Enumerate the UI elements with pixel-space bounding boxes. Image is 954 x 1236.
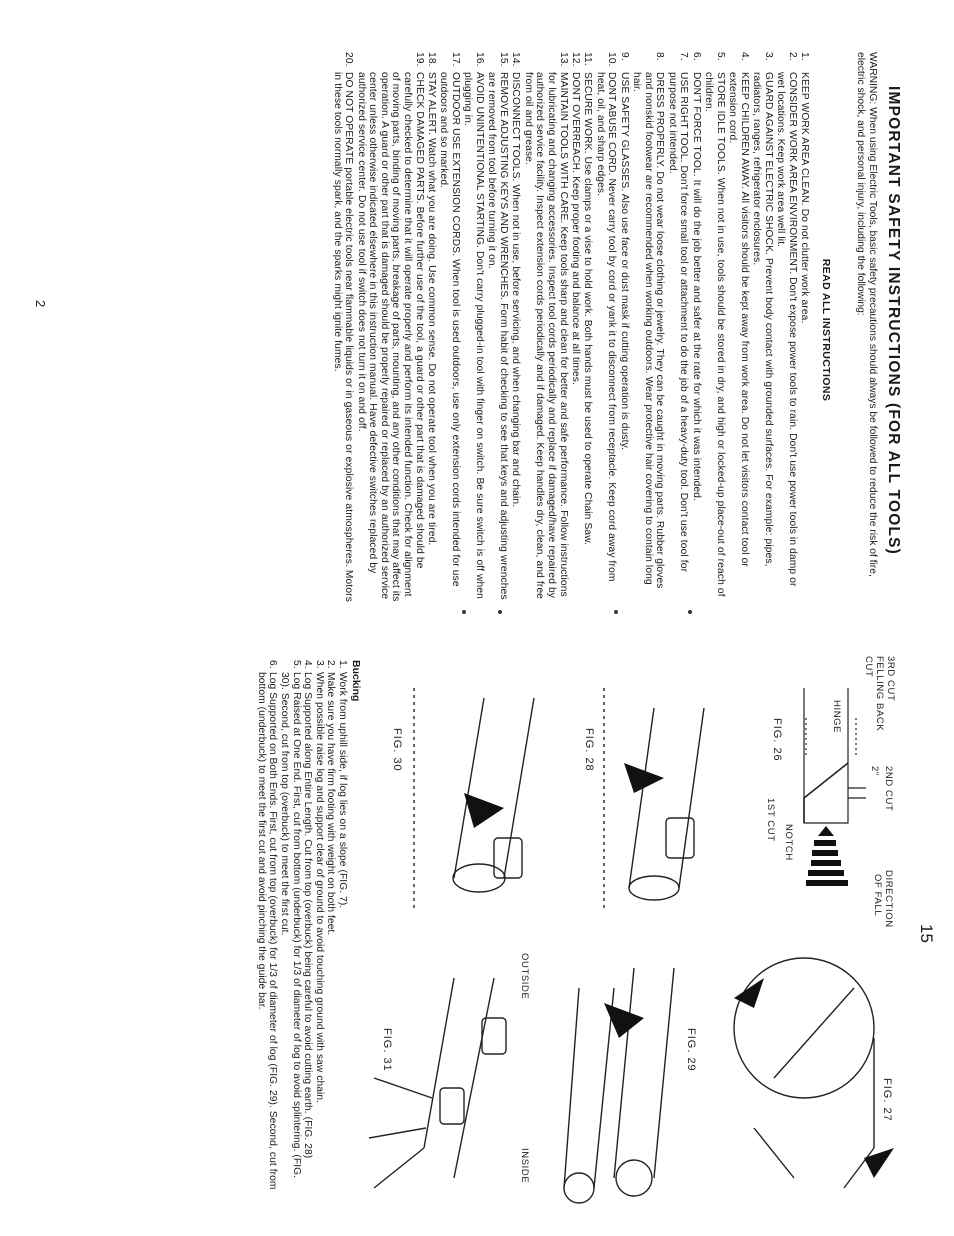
safety-rule-list (330, 52, 810, 602)
fig-29-illustration (554, 948, 704, 1208)
warning-text: When using Electric Tools, basic safety precautions should always be followed to reduce the risk of fire, electric shock, and personal injury, including the following: (855, 52, 878, 577)
rule-number: 12. (569, 52, 581, 67)
safety-rule (750, 52, 773, 602)
rule-text: DISCONNECT TOOLS. When not in use, before servicing, and when changing bar and chain. (510, 72, 522, 508)
rule-text: KEEP CHILDREN AWAY. All visitors should be kept away from work area. Do not let visitors contact tool or extension cord. (727, 72, 750, 567)
page-number: 2 (33, 300, 48, 308)
fig-29-log-drawing (564, 968, 674, 1203)
rule-number: 15. (498, 52, 509, 67)
warning-paragraph (854, 52, 878, 597)
rule-number: 1. (799, 52, 810, 61)
safety-rule (582, 52, 594, 602)
fig-29-caption: FIG. 29 (685, 1028, 697, 1072)
page-title: IMPORTANT SAFETY INSTRUCTIONS (FOR ALL TOOLS) (885, 86, 902, 556)
label-1st-cut: 1ST CUT (765, 798, 776, 842)
rule-number: 14. (510, 52, 522, 67)
fig-27-illustration (714, 948, 914, 1208)
rule-number: 11. (582, 52, 594, 66)
safety-rule (631, 52, 666, 602)
bucking-step-list (255, 660, 348, 1198)
label-outside: OUTSIDE (519, 953, 530, 1000)
label-hinge: HINGE (831, 700, 842, 734)
fig-31-illustration (364, 948, 534, 1208)
warning-label: WARNING: (867, 52, 878, 105)
margin-dot (688, 610, 692, 614)
rule-text: STORE IDLE TOOLS. When not in use, tools should be stored in dry, and high or locked-up place-out of reach of children. (703, 72, 726, 597)
rule-number: 7. (678, 52, 690, 61)
fig-28-log-drawing (604, 688, 704, 908)
bucking-step (255, 660, 278, 1198)
safety-rule (510, 52, 522, 602)
rule-text: DONT ABUSE CORD. Never carry tool by cord or yank it to disconnect from receptacle. Keep cord away from heat, oil, and sharp edges. (594, 72, 618, 582)
safety-rule (690, 52, 702, 602)
step-text: Make sure you have firm footing with weight on both feet. (325, 672, 337, 936)
safety-rule (462, 52, 485, 602)
margin-dot (614, 610, 618, 614)
label-inside: INSIDE (519, 1148, 530, 1184)
rule-number: 3. (762, 52, 774, 61)
step-number: 4. (302, 660, 314, 669)
step-number: 3. (313, 660, 325, 669)
label-2nd-cut: 2ND CUT (883, 766, 894, 812)
step-text: Log Supported along Entire Length. Cut from top (overbuck) being careful to avoid cutting earth. (FIG. 28) (302, 672, 314, 1159)
label-3rd-cut-1: 3RD CUT (885, 656, 896, 702)
page-number: 15 (917, 924, 936, 943)
safety-rule (774, 52, 797, 602)
rule-text: CHECK DAMAGED PARTS. Before further use of the tool, a guard or other part that is damaged should be carefully checked to determine that it will operate properly and perform its intended function. Check for alignment of moving parts, binding of moving parts, breakage of parts, mounting, and any other conditions that may affect its operation. A guard or other part that is damaged should be properly repaired or replaced by an authorized service center unless otherwise indicated elsewhere in this instruction manual. Have defective switches replaced by authorized service center. Do not use tool if switch does not turn it on and off. (355, 72, 425, 602)
rule-number: 2. (786, 52, 798, 61)
rule-number: 10. (606, 52, 618, 67)
rule-number: 18. (426, 52, 438, 67)
rule-number: 16. (474, 52, 486, 67)
rule-text: STAY ALERT. Watch what you are doing. Use common sense. Do not operate tool when you are tired. (426, 72, 438, 546)
label-2-inch: 2" (869, 766, 880, 776)
safety-rule (331, 52, 354, 602)
rule-number: 19. (413, 52, 425, 67)
fig-31-caption: FIG. 31 (381, 1028, 393, 1072)
safety-rule (702, 52, 725, 602)
rule-text: DO NOT OPERATE portable electric tools near flammable liquids or in gaseous or explosive atmospheres. Motors in these tools normally spark, and the sparks might ignite fumes. (331, 72, 355, 602)
bucking-step (278, 660, 301, 1198)
rule-number: 4. (738, 52, 750, 61)
rule-text: MAINTAIN TOOLS WITH CARE. Keep tools sharp and clean for better and safe performance. Follow instructions for lubricating and changing accessories. Inspect tool cords periodically and replace if damaged/have repaired by authorized service facility. Inspect extension cords periodically and if damaged. Keep handles dry, clean, and free from oil and grease. (522, 72, 569, 600)
safety-rule (425, 52, 437, 602)
label-direction-of-fall-2: OF FALL (872, 874, 883, 917)
rule-text: CONSIDER WORK AREA ENVIRONMENT. Don't expose power tools to rain. Don't use power tools in damp or wet locations. Keep work area well lit. (775, 72, 798, 587)
step-number: 1. (337, 660, 348, 669)
rotation-arrows (734, 978, 894, 1178)
rule-text: KEEP WORK AREA CLEAN. Do not clutter work area. (799, 72, 810, 324)
step-text: Log Raised at One End. First, cut from bottom (underbuck) for 1/3 of diameter of log to avoid splintering. (FIG. 30). Second, cut from top (overbuck) to meet the first cut. (279, 672, 302, 1179)
rule-text: DRESS PROPERLY. Do not wear loose clothing or jewelry. They can be caught in moving parts. Rubber gloves and nonskid footwear are recommended when working outdoors. Wear protective hair covering to contain long hair. (631, 72, 666, 589)
rule-number: 17. (450, 52, 462, 67)
rule-number: 20. (343, 52, 355, 67)
fig-26-caption: FIG. 26 (771, 718, 783, 762)
rule-text: USE RIGHT TOOL. Don't force small tool or attachment to do the job of a heavy-duty tool. Don't use tool for purpose not intended. (666, 72, 690, 573)
step-text: When possible raise log and support clear of ground to avoid touching ground with saw chain. (313, 672, 325, 1104)
rule-text: GUARD AGAINST ELECTRIC SHOCK. Prevent body contact with grounded surfaces. For example: pipes, radiators, ranges, refrigerator enclosures. (751, 72, 774, 567)
margin-dot (462, 610, 466, 614)
label-notch: NOTCH (783, 824, 794, 861)
rule-number: 13. (557, 52, 569, 67)
safety-rule (798, 52, 810, 602)
safety-rule (486, 52, 509, 602)
step-text: Work from uphill side, if log lies on a slope (FIG. 7). (337, 672, 348, 909)
safety-rule (355, 52, 425, 602)
rule-text: USE SAFETY GLASSES. Also use face or dust mask if cutting operation is dusty. (618, 72, 630, 451)
rule-text: OUTDOOR USE EXTENSION CORDS. When tool is used outdoors, use only extension cords intended for use outdoors and so marked. (438, 72, 462, 587)
fig-28-caption: FIG. 28 (583, 728, 595, 772)
step-number: 6. (267, 660, 279, 669)
bucking-heading: Bucking (350, 660, 362, 702)
safety-rule (438, 52, 461, 602)
safety-rule (666, 52, 689, 602)
label-3rd-cut-3: CUT (863, 656, 874, 678)
bucking-step (336, 660, 348, 1198)
step-number: 2. (325, 660, 337, 669)
safety-rule (594, 52, 617, 602)
label-3rd-cut-2: FELLING BACK (874, 656, 885, 732)
fig-30-caption: FIG. 30 (391, 728, 403, 772)
safety-rule (522, 52, 568, 602)
rule-text: AVOID UNINTENTIONAL STARTING. Don't carry plugged-in tool with finger on switch. Be sure switch is off when plugging in. (462, 72, 486, 599)
rule-text: REMOVE ADJUSTING KEYS AND WRENCHES. Form habit of checking to see that keys and adjusting wrenches are removed from tool before turning it on. (486, 72, 509, 600)
rule-text: SECURE WORK. Use clamps or a vise to hold work. Both hands must be used to operate Chain Saw. (582, 72, 594, 546)
fig-28-illustration (579, 668, 724, 918)
page-15 (0, 618, 954, 1236)
step-number: 5. (290, 660, 302, 669)
bucking-step (325, 660, 337, 1198)
read-all-heading: READ ALL INSTRUCTIONS (820, 258, 832, 402)
fig-26-felling-diagram (731, 648, 896, 938)
bucking-step (302, 660, 314, 1198)
fig-27-caption: FIG. 27 (881, 1078, 893, 1122)
step-text: Log Supported on Both Ends. First, cut from top (overbuck) for 1/3 of diameter of log (FIG. 29). Second, cut from bottom (underbuck) to meet the first cut and avoid pinching the guide bar. (255, 672, 279, 1190)
fig-30-illustration (384, 668, 564, 918)
safety-rule (618, 52, 630, 602)
cut-direction-arrow (464, 793, 504, 828)
cut-direction-arrow (624, 763, 664, 793)
rule-text: DONT OVERREACH. Keep proper footing and balance at all times. (569, 72, 581, 386)
bucking-step (313, 660, 325, 1198)
fig-31-branch-drawing (369, 978, 506, 1188)
label-direction-of-fall-1: DIRECTION (883, 870, 894, 928)
rule-number: 9. (618, 52, 630, 61)
rule-number: 6. (690, 52, 702, 61)
safety-rule (726, 52, 749, 602)
rule-number: 8. (654, 52, 666, 61)
felling-direction-arrow (806, 826, 848, 886)
margin-dot (498, 610, 502, 614)
safety-rule (569, 52, 581, 602)
rule-text: DON'T FORCE TOOL. It will do the job better and safer at the rate for which it was intended. (690, 72, 702, 502)
rule-number: 5. (714, 52, 726, 61)
